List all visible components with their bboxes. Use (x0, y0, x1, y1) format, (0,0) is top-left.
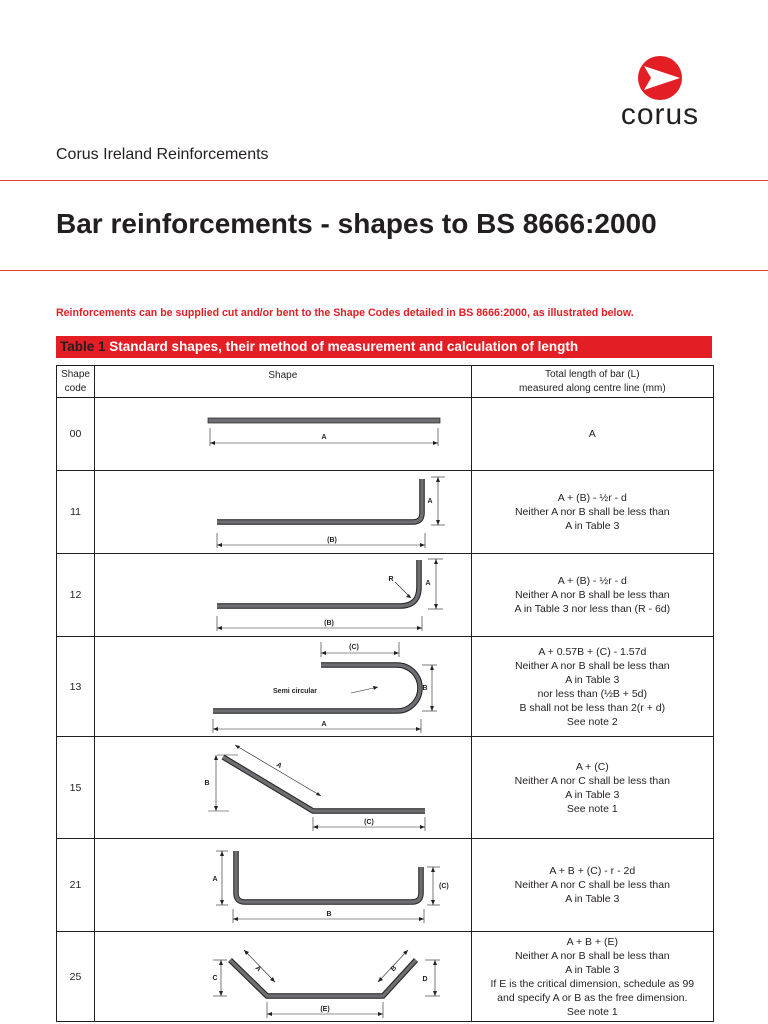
company-name: Corus Ireland Reinforcements (56, 146, 269, 163)
shape-diagram (95, 737, 472, 839)
length-formula: A (471, 398, 713, 471)
corus-logo (604, 56, 724, 132)
length-formula: A + 0.57B + (C) - 1.57d Neither A nor B shall be less than A in Table 3 nor less than (½B + 5d) B shall not be less than 2(r + d) See note 2 (471, 637, 713, 737)
shapes-table (56, 365, 714, 1022)
header-shape-code: Shape code (57, 366, 95, 398)
svg-text:A: A (425, 580, 431, 587)
table-caption: Standard shapes, their method of measurement and calculation of length (109, 339, 579, 354)
shape-diagram (95, 554, 472, 637)
shape-code: 00 (57, 398, 95, 471)
svg-text:B: B (204, 780, 210, 787)
svg-text:(B): (B) (327, 537, 337, 544)
table-caption-bar (56, 336, 712, 358)
svg-text:A: A (253, 964, 263, 974)
shape-code: 12 (57, 554, 95, 637)
svg-text:(C): (C) (439, 883, 449, 890)
svg-text:D: D (422, 976, 428, 983)
shape-code: 11 (57, 471, 95, 554)
top-divider (0, 180, 768, 181)
length-formula: A + B + (E) Neither A nor B shall be less than A in Table 3 If E is the critical dimension, schedule as 99 and specify A or B as the free dimension. See note 1 (471, 932, 713, 1022)
header-shape: Shape (95, 366, 472, 398)
shape-diagram (95, 932, 472, 1022)
svg-text:(B): (B) (324, 620, 334, 627)
shape-diagram (95, 839, 472, 932)
table-header-row (57, 366, 714, 398)
svg-text:A: A (274, 761, 283, 771)
length-formula: A + B + (C) - r - 2d Neither A nor C shall be less than A in Table 3 (471, 839, 713, 932)
shape-code: 25 (57, 932, 95, 1022)
table-row (57, 471, 714, 554)
shape-code: 15 (57, 737, 95, 839)
intro-text: Reinforcements can be supplied cut and/or bent to the Shape Codes detailed in BS 8666:2000, as illustrated below. (56, 307, 634, 319)
length-formula: A + (C) Neither A nor C shall be less than A in Table 3 See note 1 (471, 737, 713, 839)
corus-logo-mark (604, 56, 716, 100)
table-row (57, 554, 714, 637)
table-row (57, 637, 714, 737)
shape-diagram (95, 471, 472, 554)
page-title: Bar reinforcements - shapes to BS 8666:2000 (56, 208, 657, 239)
length-formula: A + (B) - ½r - d Neither A nor B shall be less than A in Table 3 nor less than (R - 6d) (471, 554, 713, 637)
svg-text:A: A (321, 721, 327, 728)
svg-text:B: B (326, 911, 332, 918)
svg-text:C: C (212, 975, 218, 982)
svg-text:B: B (422, 685, 428, 692)
svg-text:A: A (427, 498, 433, 505)
svg-text:(C): (C) (349, 644, 359, 651)
table-number: Table 1 (60, 339, 106, 354)
shape-code: 13 (57, 637, 95, 737)
shape-diagram (95, 398, 472, 471)
header-total-length: Total length of bar (L) measured along centre line (mm) (471, 366, 713, 398)
title-divider (0, 270, 768, 271)
svg-text:R: R (388, 576, 394, 583)
svg-text:A: A (212, 876, 218, 883)
corus-wordmark: corus (620, 98, 700, 131)
table-row (57, 398, 714, 471)
svg-text:A: A (321, 434, 327, 441)
shape-diagram (95, 637, 472, 737)
svg-text:B: B (389, 964, 399, 974)
table-row (57, 839, 714, 932)
svg-text:(C): (C) (364, 819, 374, 826)
length-formula: A + (B) - ½r - d Neither A nor B shall be less than A in Table 3 (471, 471, 713, 554)
svg-text:(E): (E) (320, 1006, 330, 1013)
table-row (57, 737, 714, 839)
table-row (57, 932, 714, 1022)
svg-text:Semi circular: Semi circular (273, 688, 318, 695)
shape-code: 21 (57, 839, 95, 932)
